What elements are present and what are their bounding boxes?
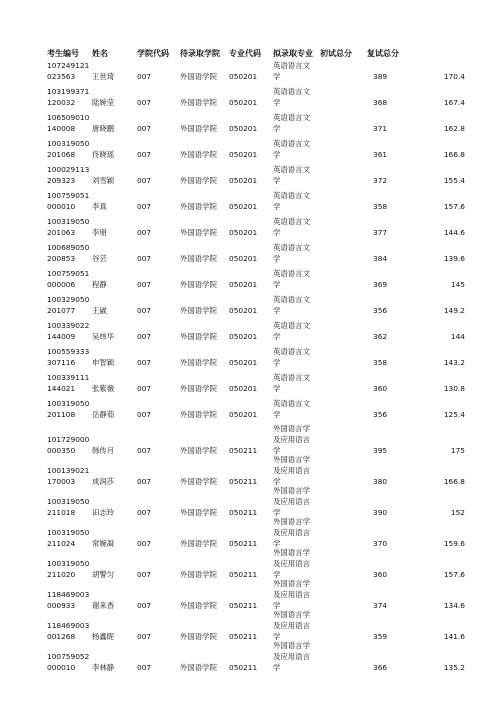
cell-id-part2: 211020 <box>47 570 76 579</box>
cell-retest-score: 130.8 <box>443 384 465 393</box>
cell-dept: 外国语学院 <box>180 663 217 672</box>
cell-major-name-line2: 学 <box>273 384 281 393</box>
header-school-code: 学院代码 <box>137 49 169 58</box>
cell-id-part1: 100759052 <box>47 652 90 661</box>
cell-dept: 外国语学院 <box>180 306 217 315</box>
cell-major-name-line1: 外国语言学 <box>273 517 310 526</box>
cell-id-part1: 100139021 <box>47 466 90 475</box>
cell-major-name-line2: 及应用语言 <box>273 528 310 537</box>
cell-id-part2: 200853 <box>47 254 76 263</box>
cell-id-part2: 000010 <box>47 202 76 211</box>
cell-retest-score: 157.6 <box>443 570 465 579</box>
cell-name: 李林静 <box>92 663 115 672</box>
cell-major-name-line1: 外国语言学 <box>273 610 310 619</box>
cell-major-name-line1: 英语语言文 <box>273 295 310 304</box>
cell-name: 刘雪颖 <box>92 176 115 185</box>
cell-initial-score: 358 <box>373 358 388 367</box>
cell-dept: 外国语学院 <box>180 176 217 185</box>
cell-name: 胡警匀 <box>92 570 115 579</box>
cell-id-part1: 100319050 <box>47 139 90 148</box>
cell-major-name-line1: 英语语言文 <box>273 191 310 200</box>
cell-id-part2: 023563 <box>47 72 76 81</box>
cell-major-code: 050211 <box>229 477 258 486</box>
cell-school-code: 007 <box>137 570 152 579</box>
cell-school-code: 007 <box>137 306 152 315</box>
cell-id-part1: 118469003 <box>47 590 90 599</box>
cell-major-name-line2: 及应用语言 <box>273 621 310 630</box>
cell-major-name-line3: 学 <box>273 632 281 641</box>
cell-retest-score: 149.2 <box>443 306 465 315</box>
cell-major-name-line3: 学 <box>273 539 281 548</box>
cell-major-name-line1: 英语语言文 <box>273 243 310 252</box>
cell-id-part2: 201063 <box>47 228 76 237</box>
cell-retest-score: 135.2 <box>443 663 465 672</box>
cell-school-code: 007 <box>137 202 152 211</box>
cell-major-code: 050211 <box>229 601 258 610</box>
cell-retest-score: 141.6 <box>443 632 465 641</box>
cell-retest-score: 125.4 <box>443 410 465 419</box>
cell-name: 王崴 <box>92 306 107 315</box>
cell-initial-score: 374 <box>373 601 388 610</box>
cell-name: 程静 <box>92 280 107 289</box>
cell-name: 成润莎 <box>92 477 115 486</box>
cell-id-part1: 107249121 <box>47 61 90 70</box>
cell-retest-score: 175 <box>450 446 465 455</box>
cell-dept: 外国语学院 <box>180 601 217 610</box>
cell-school-code: 007 <box>137 358 152 367</box>
cell-id-part1: 100319050 <box>47 399 90 408</box>
cell-major-name-line2: 学 <box>273 358 281 367</box>
cell-initial-score: 356 <box>373 410 388 419</box>
cell-id-part1: 100319050 <box>47 559 90 568</box>
cell-major-name-line2: 及应用语言 <box>273 652 310 661</box>
cell-initial-score: 356 <box>373 306 388 315</box>
cell-dept: 外国语学院 <box>180 632 217 641</box>
cell-major-code: 050201 <box>229 332 258 341</box>
cell-major-name-line2: 及应用语言 <box>273 435 310 444</box>
header-retest: 复试总分 <box>367 49 399 58</box>
cell-id-part2: 201077 <box>47 306 76 315</box>
cell-name: 常婉凝 <box>92 539 115 548</box>
cell-major-code: 050201 <box>229 410 258 419</box>
cell-name: 谷芸 <box>92 254 107 263</box>
cell-major-name-line1: 英语语言文 <box>273 347 310 356</box>
cell-retest-score: 139.6 <box>443 254 465 263</box>
cell-major-code: 050201 <box>229 306 258 315</box>
cell-major-name-line3: 学 <box>273 663 281 672</box>
cell-major-name-line1: 外国语言学 <box>273 424 310 433</box>
cell-major-code: 050201 <box>229 176 258 185</box>
cell-dept: 外国语学院 <box>180 150 217 159</box>
cell-name: 张紫薇 <box>92 384 115 393</box>
cell-school-code: 007 <box>137 508 152 517</box>
cell-major-name-line2: 及应用语言 <box>273 590 310 599</box>
cell-id-part1: 100559333 <box>47 347 90 356</box>
cell-major-code: 050201 <box>229 150 258 159</box>
cell-major-name-line2: 及应用语言 <box>273 466 310 475</box>
cell-major-code: 050201 <box>229 280 258 289</box>
cell-school-code: 007 <box>137 176 152 185</box>
cell-major-code: 050211 <box>229 446 258 455</box>
cell-retest-score: 145 <box>450 280 465 289</box>
cell-id-part1: 100319050 <box>47 217 90 226</box>
header-dept: 待录取学院 <box>180 49 220 58</box>
cell-retest-score: 159.6 <box>443 539 465 548</box>
cell-retest-score: 143.2 <box>443 358 465 367</box>
cell-name: 李真 <box>92 202 107 211</box>
cell-initial-score: 361 <box>373 150 388 159</box>
cell-major-code: 050211 <box>229 632 258 641</box>
cell-major-name-line2: 学 <box>273 228 281 237</box>
cell-name: 王世琦 <box>92 72 115 81</box>
cell-retest-score: 157.6 <box>443 202 465 211</box>
cell-major-name-line1: 英语语言文 <box>273 269 310 278</box>
cell-initial-score: 359 <box>373 632 388 641</box>
cell-school-code: 007 <box>137 477 152 486</box>
cell-major-name-line1: 外国语言学 <box>273 548 310 557</box>
cell-initial-score: 371 <box>373 124 388 133</box>
cell-id-part1: 100339022 <box>47 321 90 330</box>
cell-retest-score: 170.4 <box>443 72 465 81</box>
cell-id-part2: 120032 <box>47 98 76 107</box>
cell-major-code: 050211 <box>229 539 258 548</box>
cell-major-name-line1: 英语语言文 <box>273 139 310 148</box>
cell-dept: 外国语学院 <box>180 358 217 367</box>
cell-id-part1: 101729000 <box>47 435 90 444</box>
cell-id-part2: 209323 <box>47 176 76 185</box>
cell-initial-score: 366 <box>373 663 388 672</box>
cell-retest-score: 162.8 <box>443 124 465 133</box>
cell-name: 谢来香 <box>92 601 115 610</box>
cell-id-part2: 144009 <box>47 332 76 341</box>
cell-id-part2: 144021 <box>47 384 76 393</box>
cell-dept: 外国语学院 <box>180 539 217 548</box>
cell-school-code: 007 <box>137 98 152 107</box>
cell-id-part2: 211024 <box>47 539 76 548</box>
cell-major-name-line2: 学 <box>273 332 281 341</box>
cell-dept: 外国语学院 <box>180 477 217 486</box>
cell-id-part1: 100759051 <box>47 191 90 200</box>
cell-name: 申智颖 <box>92 358 115 367</box>
cell-major-code: 050201 <box>229 202 258 211</box>
cell-initial-score: 360 <box>373 384 388 393</box>
cell-dept: 外国语学院 <box>180 384 217 393</box>
cell-retest-score: 167.4 <box>443 98 465 107</box>
cell-id-part1: 100029113 <box>47 165 90 174</box>
cell-id-part2: 211018 <box>47 508 76 517</box>
cell-major-name-line2: 及应用语言 <box>273 559 310 568</box>
cell-major-name-line2: 学 <box>273 280 281 289</box>
cell-major-code: 050201 <box>229 228 258 237</box>
cell-name: 佟晓瑶 <box>92 150 115 159</box>
cell-major-code: 050201 <box>229 124 258 133</box>
cell-initial-score: 370 <box>373 539 388 548</box>
cell-id-part1: 100319050 <box>47 528 90 537</box>
cell-id-part2: 001268 <box>47 632 76 641</box>
cell-major-code: 050201 <box>229 72 258 81</box>
cell-major-name-line1: 外国语言学 <box>273 579 310 588</box>
cell-dept: 外国语学院 <box>180 72 217 81</box>
cell-school-code: 007 <box>137 446 152 455</box>
cell-dept: 外国语学院 <box>180 98 217 107</box>
header-major-code: 专业代码 <box>229 49 261 58</box>
cell-id-part2: 140008 <box>47 124 76 133</box>
cell-school-code: 007 <box>137 384 152 393</box>
cell-major-name-line1: 英语语言文 <box>273 373 310 382</box>
cell-id-part2: 307116 <box>47 358 76 367</box>
cell-major-code: 050201 <box>229 254 258 263</box>
cell-dept: 外国语学院 <box>180 124 217 133</box>
cell-initial-score: 380 <box>373 477 388 486</box>
cell-dept: 外国语学院 <box>180 228 217 237</box>
cell-major-name-line3: 学 <box>273 570 281 579</box>
cell-id-part1: 106509010 <box>47 113 90 122</box>
cell-dept: 外国语学院 <box>180 202 217 211</box>
cell-retest-score: 134.6 <box>443 601 465 610</box>
cell-id-part1: 100339111 <box>47 373 90 382</box>
cell-school-code: 007 <box>137 632 152 641</box>
cell-id-part1: 100759051 <box>47 269 90 278</box>
cell-major-name-line2: 学 <box>273 176 281 185</box>
cell-name: 韩传月 <box>92 446 115 455</box>
cell-id-part2: 201068 <box>47 150 76 159</box>
header-name: 姓名 <box>92 49 108 58</box>
cell-initial-score: 389 <box>373 72 388 81</box>
cell-major-name-line1: 外国语言学 <box>273 486 310 495</box>
cell-major-name-line2: 学 <box>273 98 281 107</box>
cell-id-part2: 000933 <box>47 601 76 610</box>
cell-major-name-line1: 外国语言学 <box>273 455 310 464</box>
cell-school-code: 007 <box>137 124 152 133</box>
cell-major-name-line1: 英语语言文 <box>273 61 310 70</box>
header-id: 考生编号 <box>47 49 79 58</box>
cell-major-name-line2: 学 <box>273 306 281 315</box>
cell-school-code: 007 <box>137 280 152 289</box>
cell-initial-score: 358 <box>373 202 388 211</box>
cell-major-code: 050211 <box>229 570 258 579</box>
cell-major-name-line2: 及应用语言 <box>273 497 310 506</box>
cell-major-name-line2: 学 <box>273 202 281 211</box>
cell-school-code: 007 <box>137 601 152 610</box>
cell-id-part1: 100319050 <box>47 497 90 506</box>
cell-initial-score: 368 <box>373 98 388 107</box>
cell-retest-score: 166.8 <box>443 150 465 159</box>
cell-name: 杨鑫昵 <box>92 632 115 641</box>
cell-major-name-line3: 学 <box>273 508 281 517</box>
cell-major-name-line2: 学 <box>273 254 281 263</box>
cell-major-name-line2: 学 <box>273 150 281 159</box>
cell-id-part2: 000006 <box>47 280 76 289</box>
cell-major-name-line2: 学 <box>273 72 281 81</box>
cell-school-code: 007 <box>137 228 152 237</box>
cell-name: 岳静茹 <box>92 410 115 419</box>
cell-initial-score: 390 <box>373 508 388 517</box>
cell-id-part1: 103199371 <box>47 87 90 96</box>
cell-school-code: 007 <box>137 72 152 81</box>
cell-id-part2: 201108 <box>47 410 76 419</box>
cell-major-name-line3: 学 <box>273 601 281 610</box>
cell-dept: 外国语学院 <box>180 332 217 341</box>
cell-major-code: 050211 <box>229 663 258 672</box>
cell-id-part2: 170003 <box>47 477 76 486</box>
cell-retest-score: 152 <box>450 508 465 517</box>
cell-retest-score: 144 <box>450 332 465 341</box>
cell-initial-score: 372 <box>373 176 388 185</box>
cell-initial-score: 369 <box>373 280 388 289</box>
cell-major-name-line1: 英语语言文 <box>273 321 310 330</box>
cell-major-name-line2: 学 <box>273 410 281 419</box>
cell-major-code: 050201 <box>229 384 258 393</box>
cell-major-name-line3: 学 <box>273 446 281 455</box>
cell-major-name-line1: 英语语言文 <box>273 113 310 122</box>
cell-school-code: 007 <box>137 410 152 419</box>
cell-initial-score: 360 <box>373 570 388 579</box>
cell-major-name-line2: 学 <box>273 124 281 133</box>
cell-initial-score: 395 <box>373 446 388 455</box>
cell-dept: 外国语学院 <box>180 410 217 419</box>
cell-initial-score: 377 <box>373 228 388 237</box>
cell-dept: 外国语学院 <box>180 254 217 263</box>
cell-school-code: 007 <box>137 332 152 341</box>
header-major-name: 拟录取专业 <box>273 49 313 58</box>
cell-retest-score: 166.8 <box>443 477 465 486</box>
cell-id-part2: 000010 <box>47 663 76 672</box>
cell-initial-score: 362 <box>373 332 388 341</box>
cell-dept: 外国语学院 <box>180 570 217 579</box>
cell-id-part1: 100689050 <box>47 243 90 252</box>
cell-school-code: 007 <box>137 663 152 672</box>
cell-major-name-line1: 外国语言学 <box>273 641 310 650</box>
cell-name: 田志玲 <box>92 508 115 517</box>
cell-major-name-line1: 英语语言文 <box>273 87 310 96</box>
cell-id-part2: 000350 <box>47 446 76 455</box>
cell-dept: 外国语学院 <box>180 446 217 455</box>
cell-name: 吴炜华 <box>92 332 115 341</box>
cell-name: 陆婉莹 <box>92 98 115 107</box>
cell-school-code: 007 <box>137 150 152 159</box>
header-initial: 初试总分 <box>320 49 352 58</box>
cell-dept: 外国语学院 <box>180 508 217 517</box>
cell-major-code: 050201 <box>229 98 258 107</box>
cell-retest-score: 155.4 <box>443 176 465 185</box>
cell-major-code: 050201 <box>229 358 258 367</box>
cell-major-name-line1: 英语语言文 <box>273 217 310 226</box>
cell-dept: 外国语学院 <box>180 280 217 289</box>
cell-major-code: 050211 <box>229 508 258 517</box>
cell-retest-score: 144.6 <box>443 228 465 237</box>
cell-major-name-line3: 学 <box>273 477 281 486</box>
cell-name: 李朋 <box>92 228 107 237</box>
cell-school-code: 007 <box>137 254 152 263</box>
cell-major-name-line1: 英语语言文 <box>273 399 310 408</box>
cell-name: 唐晓鹏 <box>92 124 115 133</box>
cell-major-name-line1: 英语语言文 <box>273 165 310 174</box>
cell-id-part1: 100329050 <box>47 295 90 304</box>
cell-initial-score: 384 <box>373 254 388 263</box>
cell-school-code: 007 <box>137 539 152 548</box>
cell-id-part1: 118469003 <box>47 621 90 630</box>
